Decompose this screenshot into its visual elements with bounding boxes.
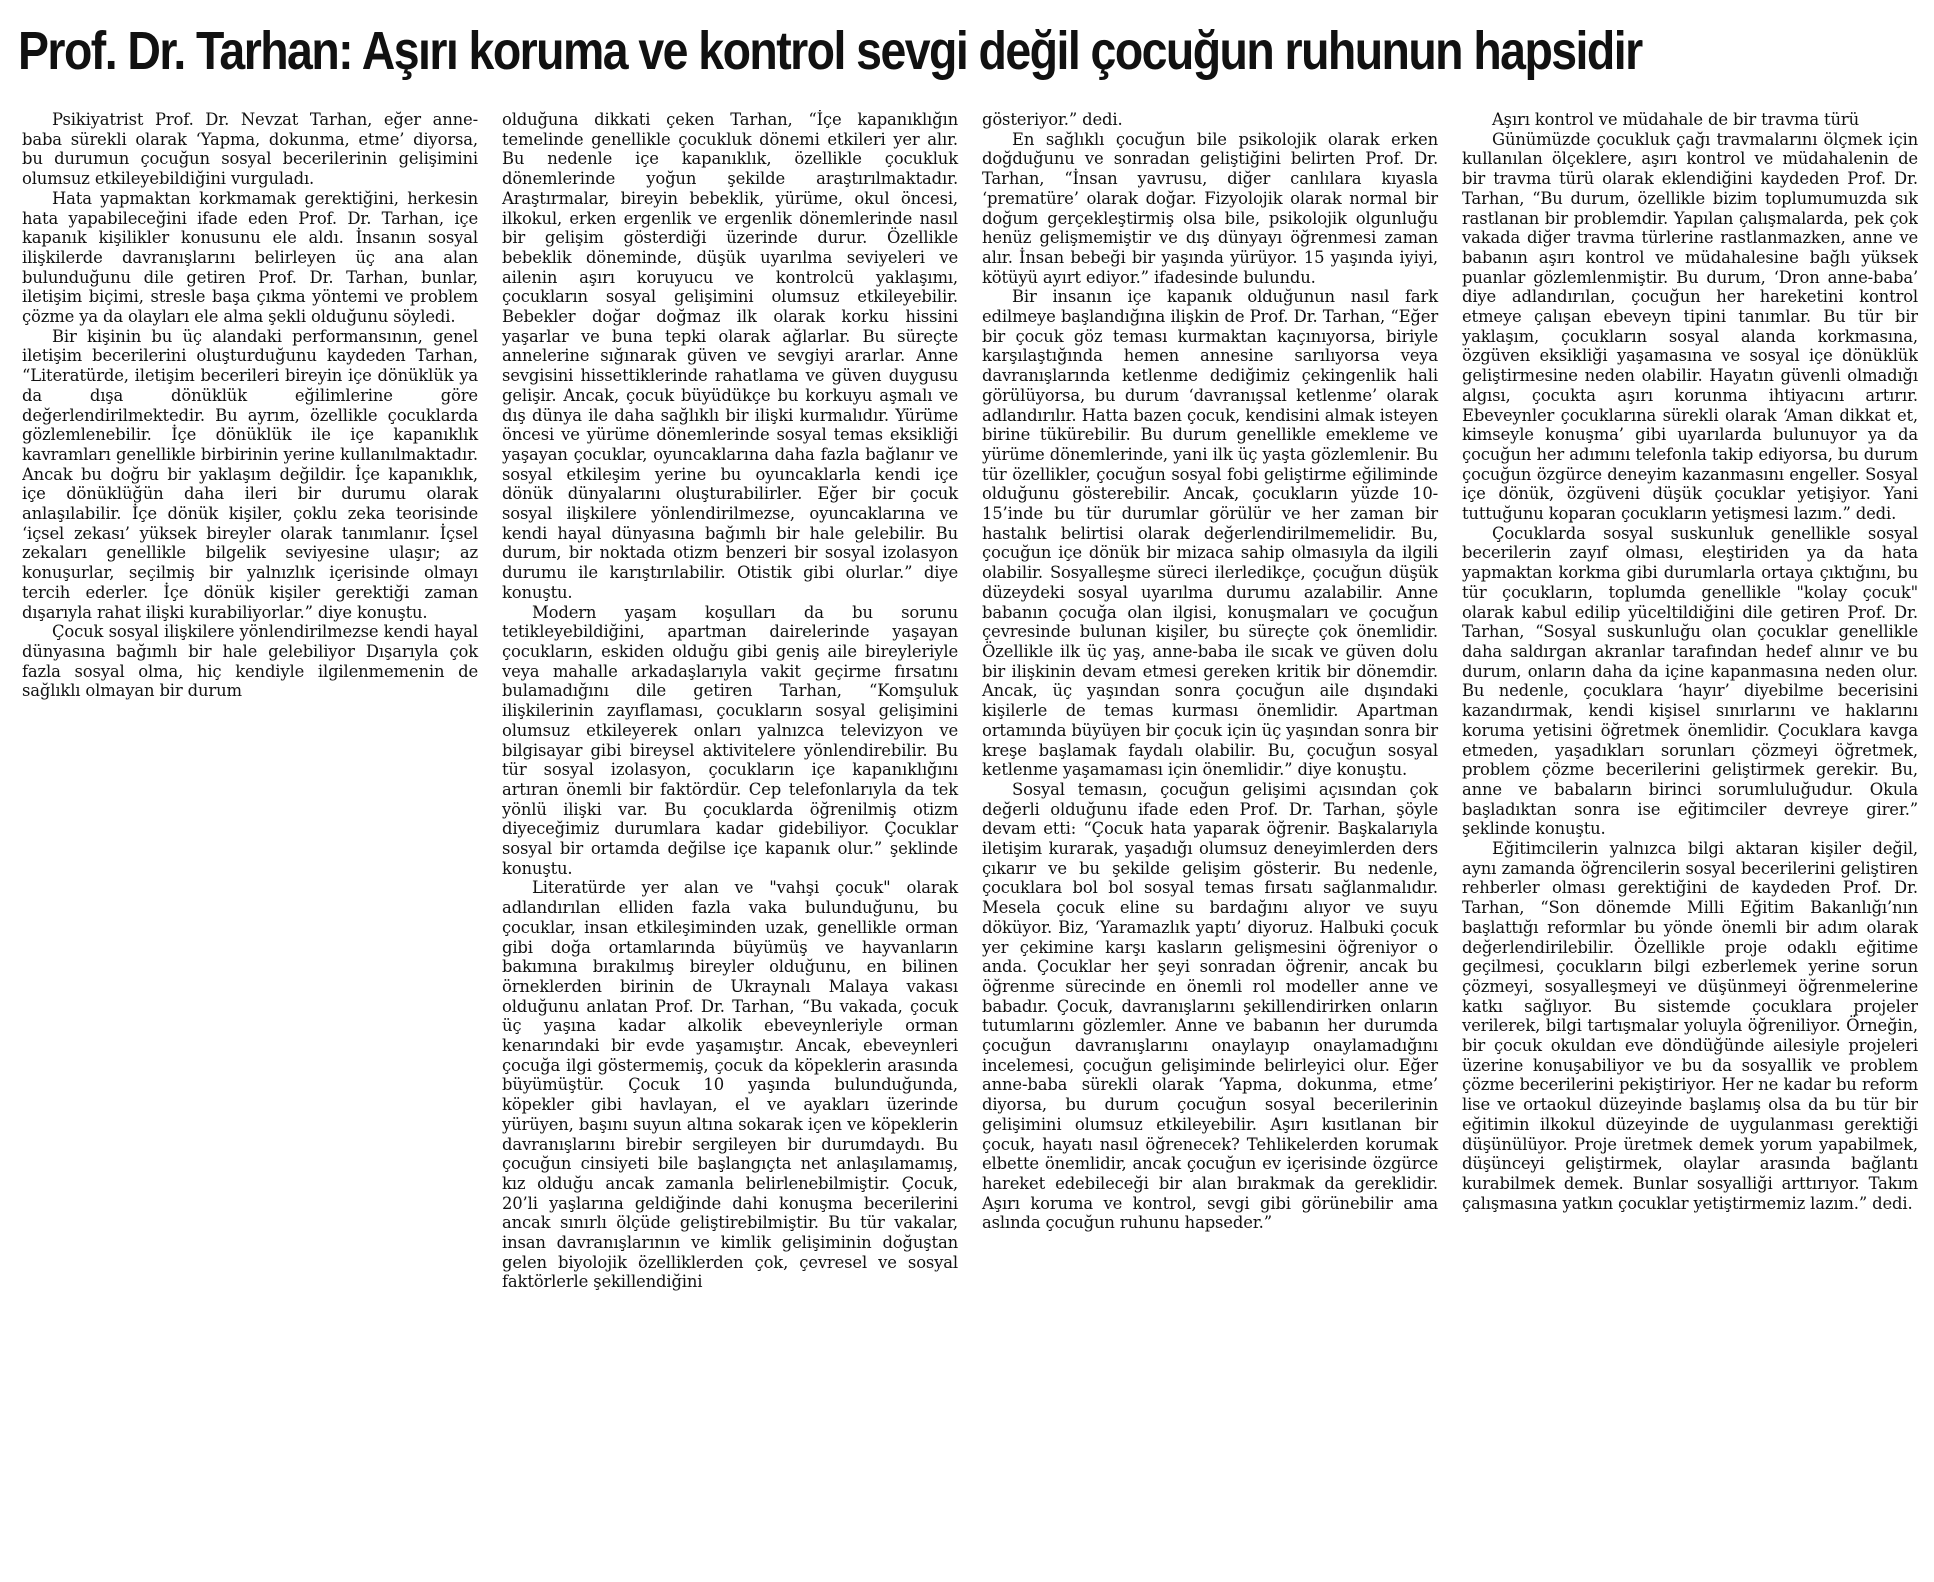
paragraph: Literatürde yer alan ve "vahşi çocuk" olarak adlandırılan elliden fazla vaka bulunduğunu, bu çocuklar, insan etkileşiminden uzak, genellikle orman gibi doğa ortamlarında büyümüş ve hayvanların bakımına bırakılmış bireyler olduğunu, en bilinen örneklerden birinin de Ukraynalı Malaya vakası olduğunu anlatan Prof. Dr. Tarhan, “Bu vakada, çocuk üç yaşına kadar alkolik ebeveynleriyle orman kenarındaki bir evde yaşamıştır. Ancak, ebeveynleri çocuğa ilgi göstermemiş, çocuk da köpeklerin arasında büyümüştür. Çocuk 10 yaşında bulunduğunda, köpekler gibi havlayan, el ve ayakları üzerinde yürüyen, başını suyun altına sokarak içen ve köpeklerin davranışlarını birebir sergileyen bir durumdaydı. Bu çocuğun cinsiyeti bile başlangıçta net anlaşılamamış, kız olduğu ancak zamanla belirlenebilmiştir. Çocuk, 20’li yaşlarına geldiğinde dahi konuşma becerilerini ancak sınırlı ölçüde geliştirebilmiştir. Bu tür vakalar, insan davranışlarının ve kimlik gelişiminin doğuştan gelen biyolojik özelliklerden çok, çevresel ve sosyal faktörlerle şekillendiğini [502,878,958,1292]
column-3 [982,110,1438,1233]
paragraph: Çocuklarda sosyal suskunluk genellikle sosyal becerilerin zayıf olması, eleştiriden ya da hata yapmaktan korkma gibi durumlarla ortaya çıktığını, bu tür çocukların, toplumda genellikle "kolay çocuk" olarak kabul edilip yüceltildiğini dile getiren Prof. Dr. Tarhan, “Sosyal suskunluğu olan çocuklar genellikle daha saldırgan akranlar tarafından hedef alınır ve bu durum, onların daha da içine kapanmasına neden olur. Bu nedenle, çocuklara ‘hayır’ diyebilme becerisini kazandırmak, kendi kişisel sınırlarını ve haklarını koruma yetisini öğretmek önemlidir. Çocuklara kavga etmeden, yaşadıkları sorunları çözmeyi öğretmek, problem çözme becerilerini geliştirmek gerekir. Bu, anne ve babaların birinci sorumluluğudur. Okula başladıktan sonra ise eğitimciler devreye girer.” şeklinde konuştu. [1462,523,1918,839]
column-1 [22,110,478,701]
paragraph: En sağlıklı çocuğun bile psikolojik olarak erken doğduğunu ve sonradan geliştiğini belirten Prof. Dr. Tarhan, “İnsan yavrusu, diğer canlılara kıyasla ‘prematüre’ olarak doğar. Fizyolojik olarak normal bir doğum gerçekleştirmiş olsa bile, psikolojik olgunluğu henüz gelişmemiştir ve dış dünyayı öğrenmesi zaman alır. İnsan bebeği bir yaşında yürüyor. 15 yaşında iyiyi, kötüyü ayırt ediyor.” ifadesinde bulundu. [982,129,1438,287]
paragraph-continued: olduğuna dikkati çeken Tarhan, “İçe kapanıklığın temelinde genellikle çocukluk dönemi etkileri yer alır. Bu nedenle içe kapanıklık, özellikle çocukluk dönemlerinde yoğun şekilde araştırılmaktadır. Araştırmalar, bireyin bebeklik, yürüme, okul öncesi, ilkokul, erken ergenlik ve ergenlik dönemlerinde nasıl bir gelişim gösterdiği üzerinde durur. Özellikle bebeklik döneminde, düşük uyarılma seviyeleri ve ailenin aşırı koruyucu ve kontrolcü yaklaşımı, çocukların sosyal gelişimini olumsuz etkileyebilir. Bebekler doğar doğmaz ilk olarak korku hissini yaşarlar ve buna tepki olarak ağlarlar. Bu süreçte annelerine sığınarak güven ve sevgiyi ararlar. Anne sevgisini hissettiklerinde rahatlama ve güven duygusu gelişir. Ancak, çocuk büyüdükçe bu korkuyu aşmalı ve dış dünya ile daha sağlıklı bir ilişki kurmalıdır. Yürüme öncesi ve yürüme dönemlerinde sosyal temas eksikliği yaşayan çocuklar, oyuncaklarına daha fazla bağlanır ve sosyal etkileşim yerine bu oyuncaklarla kendi içe dönük dünyalarını oluşturabilirler. Eğer bir çocuk sosyal ilişkilere yönlendirilmezse, oyuncaklarına ve kendi hayal dünyasına bağımlı bir hale gelebilir. Bu durum, bir noktada otizm benzeri bir sosyal izolasyon durumu ile karıştırılabilir. Otistik gibi olurlar.” diye konuştu. [502,110,958,602]
paragraph: Bir kişinin bu üç alandaki performansının, genel iletişim becerilerini oluşturduğunu kaydeden Tarhan, “Literatürde, iletişim becerileri bireyin içe dönüklük ya da dışa dönüklük eğilimlerine göre değerlendirilmektedir. Bu ayrım, özellikle çocuklarda gözlemlenebilir. İçe dönüklük ile içe kapanıklık kavramları genellikle birbirinin yerine kullanılmaktadır. Ancak bu doğru bir yaklaşım değildir. İçe kapanıklık, içe dönüklüğün daha ileri bir durumu olarak anlaşılabilir. İçe dönük kişiler, çoklu zeka teorisinde ‘içsel zekası’ yüksek bireyler olarak tanımlanır. İçsel zekaları genellikle bilgelik seviyesine ulaşır; az konuşurlar, seçilmiş bir yalnızlık içerisinde olmayı tercih ederler. İçe dönük kişiler gerektiği zaman dışarıyla rahat ilişki kurabiliyorlar.” diye konuştu. [22,326,478,622]
paragraph: Eğitimcilerin yalnızca bilgi aktaran kişiler değil, aynı zamanda öğrencilerin sosyal becerilerini geliştiren rehberler olması gerektiğini de kaydeden Prof. Dr. Tarhan, “Son dönemde Milli Eğitim Bakanlığı’nın başlattığı reformlar bu yönde önemli bir adım olarak değerlendirilebilir. Özellikle proje odaklı eğitime geçilmesi, çocukların bilgi ezberlemek yerine sorun çözmeyi, sosyalleşmeyi ve düşünmeyi öğrenmelerine katkı sağlıyor. Bu sistemde çocuklara projeler verilerek, bilgi tartışmalar yoluyla öğreniliyor. Örneğin, bir çocuk okuldan eve döndüğünde ailesiyle projeleri üzerine konuşabiliyor ve bu da sosyallik ve problem çözme becerilerini pekiştiriyor. Her ne kadar bu reform lise ve ortaokul düzeyinde başlamış olsa da bu tür bir eğitimin ilkokul düzeyinde de uygulanması gerektiği düşünülüyor. Proje üretmek demek yorum yapabilmek, düşünceyi geliştirmek, olaylar arasında bağlantı kurabilmek demek. Bunlar sosyalliği arttırıyor. Takım çalışmasına yatkın çocuklar yetiştirmemiz lazım.” dedi. [1462,839,1918,1213]
paragraph: Çocuk sosyal ilişkilere yönlendirilmezse kendi hayal dünyasına bağımlı bir hale gelebiliyor Dışarıyla çok fazla sosyal olma, hiç kendiyle ilgilenmemenin de sağlıklı olmayan bir durum [22,622,478,701]
paragraph: Sosyal temasın, çocuğun gelişimi açısından çok değerli olduğunu ifade eden Prof. Dr. Tarhan, şöyle devam etti: “Çocuk hata yaparak öğrenir. Başkalarıyla iletişim kurarak, yaşadığı olumsuz deneyimlerden ders çıkarır ve bu şekilde gelişim gösterir. Bu nedenle, çocuklara bol bol sosyal temas fırsatı sağlanmalıdır. Mesela çocuk eline su bardağını alıyor ve suyu döküyor. Biz, ‘Yaramazlık yaptı’ diyoruz. Halbuki çocuk yer çekimine karşı kasların gelişmesini öğreniyor o anda. Çocuklar her şeyi sonradan öğrenir, ancak bu öğrenme sürecinde en önemli rol modeller anne ve babadır. Çocuk, davranışlarını şekillendirirken onların tutumlarını gözlemler. Anne ve babanın her durumda çocuğun davranışlarını onaylayıp onaylamadığını incelemesi, çocuğun gelişiminde belirleyici olur. Eğer anne-baba sürekli olarak ‘Yapma, dokunma, etme’ diyorsa, bu durum çocuğun sosyal becerilerinin gelişimini olumsuz etkileyebilir. Aşırı kısıtlanan bir çocuk, hayatı nasıl öğrenecek? Tehlikelerden korumak elbette önemlidir, ancak çocuğun ev içerisinde özgürce hareket edebileceği bir alan bırakmak da gereklidir. Aşırı koruma ve kontrol, sevgi gibi görünebilir ama aslında çocuğun ruhunu hapseder.” [982,779,1438,1233]
paragraph: Hata yapmaktan korkmamak gerektiğini, herkesin hata yapabileceğini ifade eden Prof. Dr. Tarhan, içe kapanık kişilikler konusunu ele aldı. İnsanın sosyal ilişkilerde davranışlarını belirleyen üç ana alan bulunduğunu dile getiren Prof. Dr. Tarhan, bunlar, iletişim biçimi, stresle başa çıkma yöntemi ve problem çözme ya da olayları ele alma şekli olduğunu söyledi. [22,188,478,327]
paragraph: Psikiyatrist Prof. Dr. Nevzat Tarhan, eğer anne-baba sürekli olarak ‘Yapma, dokunma, etme’ diyorsa, bu durumun çocuğun sosyal becerilerinin gelişimini olumsuz etkileyebildiğini vurguladı. [22,110,478,189]
article-body [22,110,1918,1578]
column-4 [1462,110,1918,1213]
paragraph: Bir insanın içe kapanık olduğunun nasıl fark edilmeye başlandığına ilişkin de Prof. Dr. Tarhan, “Eğer bir çocuk göz teması kurmaktan kaçınıyorsa, biriyle karşılaştığında hemen annesine sarılıyorsa veya davranışlarında ketlenme dediğimiz çekingenlik hali görülüyorsa, bu durum ‘davranışsal ketlenme’ olarak adlandırılır. Hatta bazen çocuk, kendisini almak isteyen birine tükürebilir. Bu durum genellikle emekleme ve yürüme dönemlerinde, yani ilk üç yaşta gözlemlenir. Bu tür özellikler, çocuğun sosyal fobi geliştirme eğiliminde olduğunu gösterebilir. Ancak, çocukların yüzde 10-15’inde bu tür durumlar görülür ve her zaman bir hastalık belirtisi olarak değerlendirilmemelidir. Bu, çocuğun içe dönük bir mizaca sahip olmasıyla da ilgili olabilir. Sosyalleşme süreci ilerledikçe, çocuğun düşük düzeydeki sosyal uyarılma durumu azalabilir. Anne babanın çocuğa olan ilgisi, konuşmaları ve çocuğun çevresinde bulunan kişiler, bu süreçte çok önemlidir. Özellikle ilk üç yaş, anne-baba ile sıcak ve güven dolu bir ilişkinin devam etmesi gereken kritik bir dönemdir. Ancak, üç yaşından sonra çocuğun aile dışındaki kişilerle de temas kurması önemlidir. Apartman ortamında büyüyen bir çocuk için üç yaşından sonra bir kreşe başlamak faydalı olabilir. Bu, çocuğun sosyal ketlenme yaşamaması için önemlidir.” diye konuştu. [982,287,1438,780]
subheading: Aşırı kontrol ve müdahale de bir travma türü [1492,110,1859,129]
paragraph: Günümüzde çocukluk çağı travmalarını ölçmek için kullanılan ölçeklere, aşırı kontrol ve müdahalenin de bir travma türü olarak eklendiğini kaydeden Prof. Dr. Tarhan, “Bu durum, özellikle bizim toplumumuzda sık rastlanan bir problemdir. Yapılan çalışmalarda, pek çok vakada diğer travma türlerine rastlanmazken, anne ve babanın aşırı kontrol ve müdahalesine bağlı yüksek puanlar gözlemlenmiştir. Bu durum, ‘Dron anne-baba’ diye adlandırılan, çocuğun her hareketini kontrol etmeye çalışan ebeveyn tipini tanımlar. Bu tür bir yaklaşım, çocukların sosyal alanda korkmasına, özgüven eksikliği yaşamasına ve sosyal içe dönüklük geliştirmesine neden olabilir. Hayatın güvenli olmadığı algısı, çocukta aşırı korunma ihtiyacını artırır. Ebeveynler çocuklarına sürekli olarak ‘Aman dikkat et, kimseyle konuşma’ gibi uyarılarda bulunuyor ya da çocuğun her adımını telefonla takip ediyorsa, bu durum çocuğun özgürce deneyim kazanmasını engeller. Sosyal içe dönük, özgüveni düşük çocuklar yetişiyor. Yani tuttuğunu koparan çocukların yetişmesi lazım.” dedi. [1462,129,1918,524]
column-2 [502,110,958,1292]
article-headline: Prof. Dr. Tarhan: Aşırı koruma ve kontrol sevgi değil çocuğun ruhunun hapsidir [18,21,1642,81]
paragraph-continued: gösteriyor.” dedi. [982,110,1123,129]
paragraph: Modern yaşam koşulları da bu sorunu tetikleyebildiğini, apartman dairelerinde yaşayan çocukların, eskiden olduğu gibi geniş aile bireyleriyle veya mahalle arkadaşlarıyla vakit geçirme fırsatını bulamadığını dile getiren Tarhan, “Komşuluk ilişkilerinin zayıflaması, çocukların sosyal gelişimini olumsuz etkileyerek onları yalnızca televizyon ve bilgisayar gibi bireysel aktivitelere yönlendirebilir. Bu tür sosyal izolasyon, çocukların içe kapanıklığını artıran önemli bir faktördür. Cep telefonlarıyla da tek yönlü ilişki var. Bu çocuklarda öğrenilmiş otizm diyeceğimiz durumlara kadar gidebiliyor. Çocuklar sosyal bir ortamda değilse içe kapanık olur.” şeklinde konuştu. [502,602,958,878]
